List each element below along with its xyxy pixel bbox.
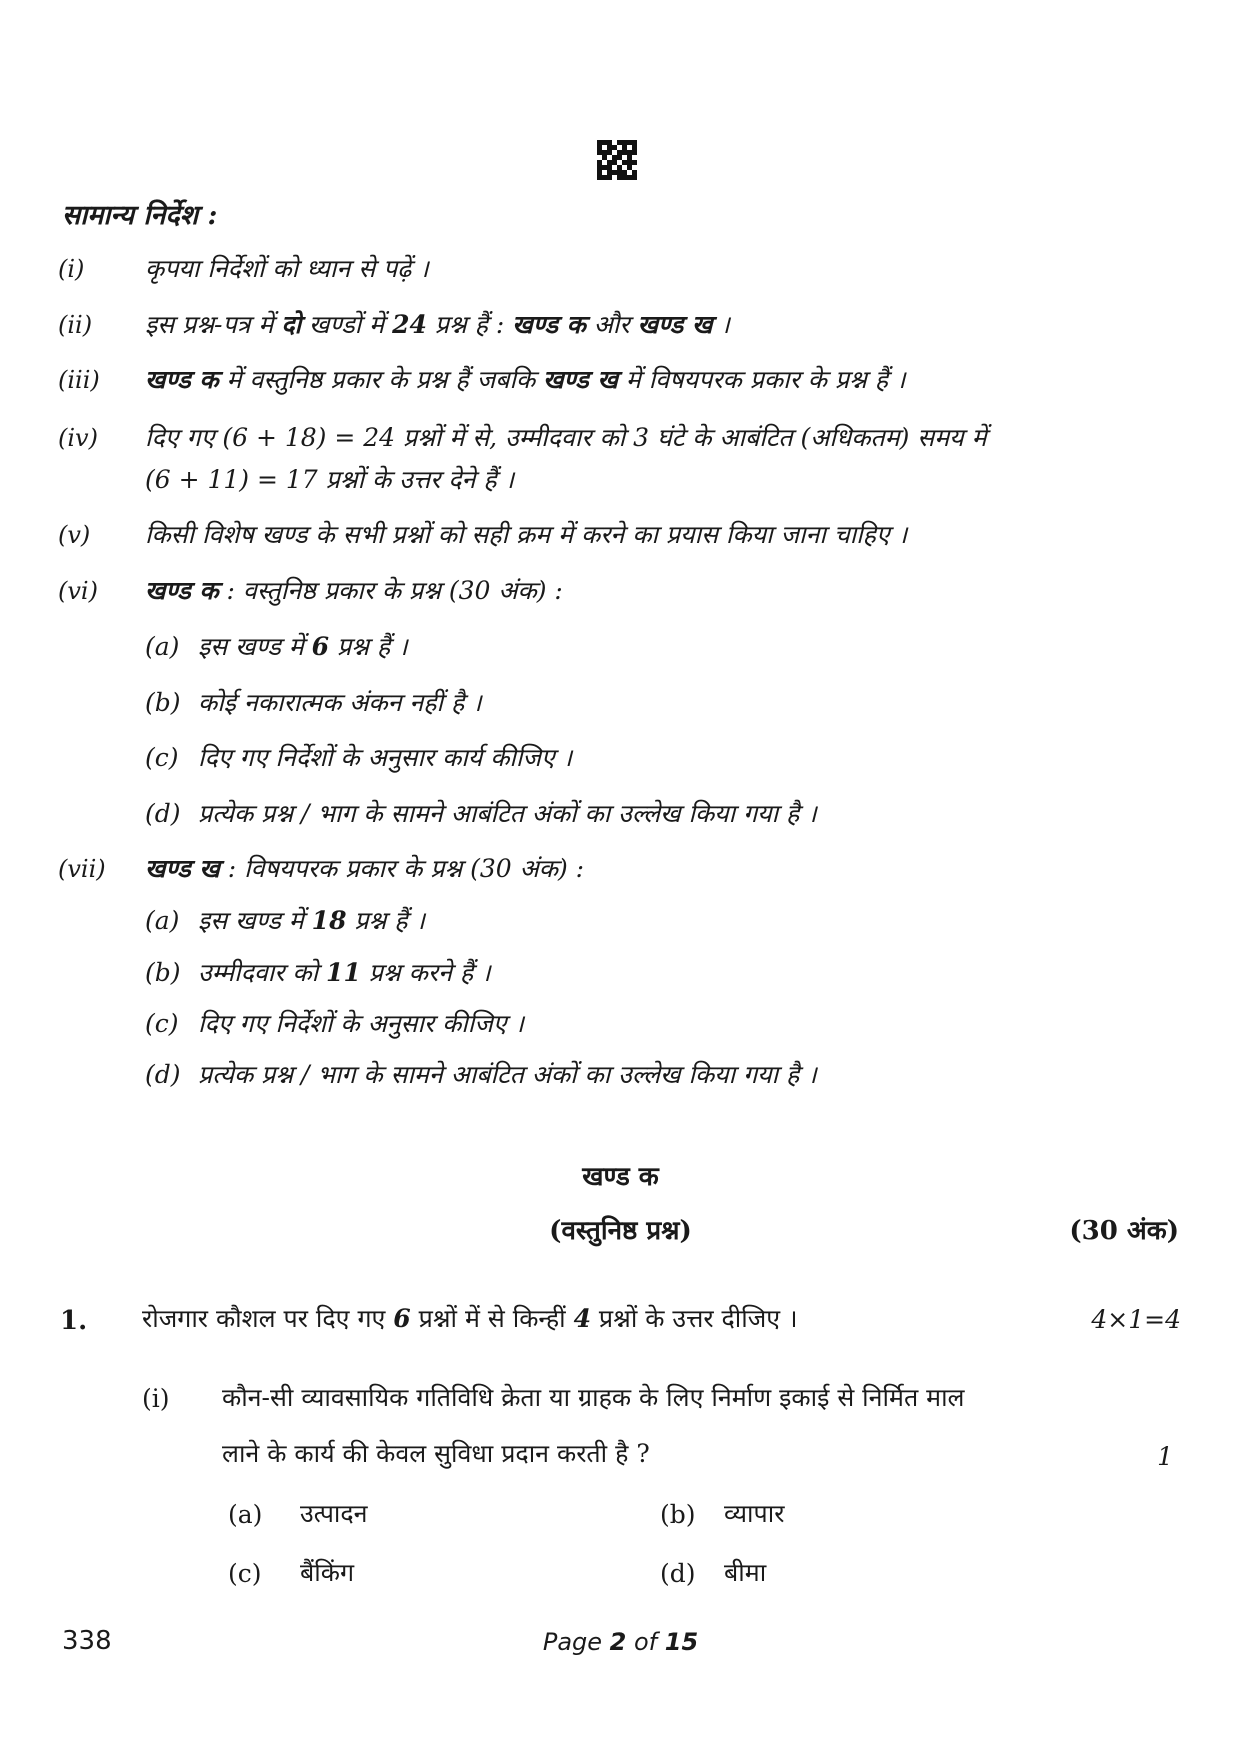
instruction-text-line2: (6 + 11) = 17 प्रश्नों के उत्तर देने हैं ।: [145, 465, 515, 494]
subquestion-text-line2: लाने के कार्य की केवल सुविधा प्रदान करती है ?: [222, 1439, 650, 1468]
instruction-number: (iv): [58, 424, 98, 452]
sub-point-label: (c): [145, 743, 179, 772]
sub-point-label: (c): [145, 1009, 179, 1038]
sub-point-text: प्रत्येक प्रश्न / भाग के सामने आबंटित अंकों का उल्लेख किया गया है ।: [198, 799, 817, 828]
subquestion-number: (i): [142, 1384, 170, 1413]
instruction-text: कृपया निर्देशों को ध्यान से पढ़ें ।: [145, 254, 429, 283]
instruction-text: खण्ड ख : विषयपरक प्रकार के प्रश्न (30 अंक) :: [145, 854, 585, 883]
sub-point-text: इस खण्ड में 6 प्रश्न हैं ।: [198, 632, 408, 661]
option-text: व्यापार: [724, 1499, 785, 1528]
instruction-number: (vii): [58, 855, 106, 883]
option-label: (c): [228, 1559, 262, 1588]
instruction-text: किसी विशेष खण्ड के सभी प्रश्नों को सही क्रम में करने का प्रयास किया जाना चाहिए ।: [145, 520, 908, 549]
option-label: (b): [660, 1500, 696, 1529]
page-number: Page 2 of 15: [542, 1628, 699, 1656]
instruction-number: (iii): [58, 366, 100, 394]
sub-point-text: कोई नकारात्मक अंकन नहीं है ।: [198, 688, 482, 717]
sub-point-label: (a): [145, 906, 180, 935]
section-marks: (30 अंक): [1069, 1216, 1179, 1246]
qr-code: [597, 140, 637, 180]
section-title: खण्ड क: [582, 1162, 659, 1192]
sub-point-text: उम्मीदवार को 11 प्रश्न करने हैं ।: [198, 958, 491, 987]
option-label: (a): [228, 1500, 263, 1529]
option-text: बीमा: [724, 1558, 767, 1587]
option-text: बैंकिंग: [300, 1558, 355, 1587]
section-subtitle: (वस्तुनिष्ठ प्रश्न): [549, 1216, 692, 1246]
subquestion-marks: 1: [1157, 1442, 1173, 1471]
sub-point-label: (a): [145, 632, 180, 661]
instruction-text: इस प्रश्न-पत्र में दो खण्डों में 24 प्रश्न हैं : खण्ड क और खण्ड ख ।: [145, 310, 730, 339]
instruction-number: (i): [58, 255, 85, 283]
question-number: 1.: [60, 1306, 88, 1336]
sub-point-label: (b): [145, 958, 181, 987]
sub-point-label: (d): [145, 799, 181, 828]
subquestion-text-line1: कौन-सी व्यावसायिक गतिविधि क्रेता या ग्राहक के लिए निर्माण इकाई से निर्मित माल: [222, 1383, 965, 1412]
question-text: रोजगार कौशल पर दिए गए 6 प्रश्नों में से किन्हीं 4 प्रश्नों के उत्तर दीजिए ।: [142, 1304, 798, 1333]
sub-point-text: इस खण्ड में 18 प्रश्न हैं ।: [198, 906, 425, 935]
sub-point-label: (d): [145, 1060, 181, 1089]
instruction-number: (vi): [58, 577, 98, 605]
instruction-text: खण्ड क में वस्तुनिष्ठ प्रकार के प्रश्न हैं जबकि खण्ड ख में विषयपरक प्रकार के प्रश्न हैं ।: [145, 365, 906, 394]
instruction-number: (v): [58, 521, 91, 549]
paper-code: 338: [62, 1626, 112, 1656]
option-text: उत्पादन: [300, 1499, 368, 1528]
instruction-text: खण्ड क : वस्तुनिष्ठ प्रकार के प्रश्न (30 अंक) :: [145, 576, 563, 605]
question-marks: 4×1=4: [1091, 1305, 1181, 1334]
sub-point-text: दिए गए निर्देशों के अनुसार कीजिए ।: [198, 1009, 525, 1038]
instruction-number: (ii): [58, 311, 93, 339]
instruction-text-line1: दिए गए (6 + 18) = 24 प्रश्नों में से, उम्मीदवार को 3 घंटे के आबंटित (अधिकतम) समय में: [145, 423, 987, 452]
sub-point-label: (b): [145, 688, 181, 717]
option-label: (d): [660, 1559, 696, 1588]
sub-point-text: दिए गए निर्देशों के अनुसार कार्य कीजिए ।: [198, 743, 573, 772]
instructions-heading: सामान्य निर्देश :: [62, 200, 218, 231]
sub-point-text: प्रत्येक प्रश्न / भाग के सामने आबंटित अंकों का उल्लेख किया गया है ।: [198, 1060, 817, 1089]
